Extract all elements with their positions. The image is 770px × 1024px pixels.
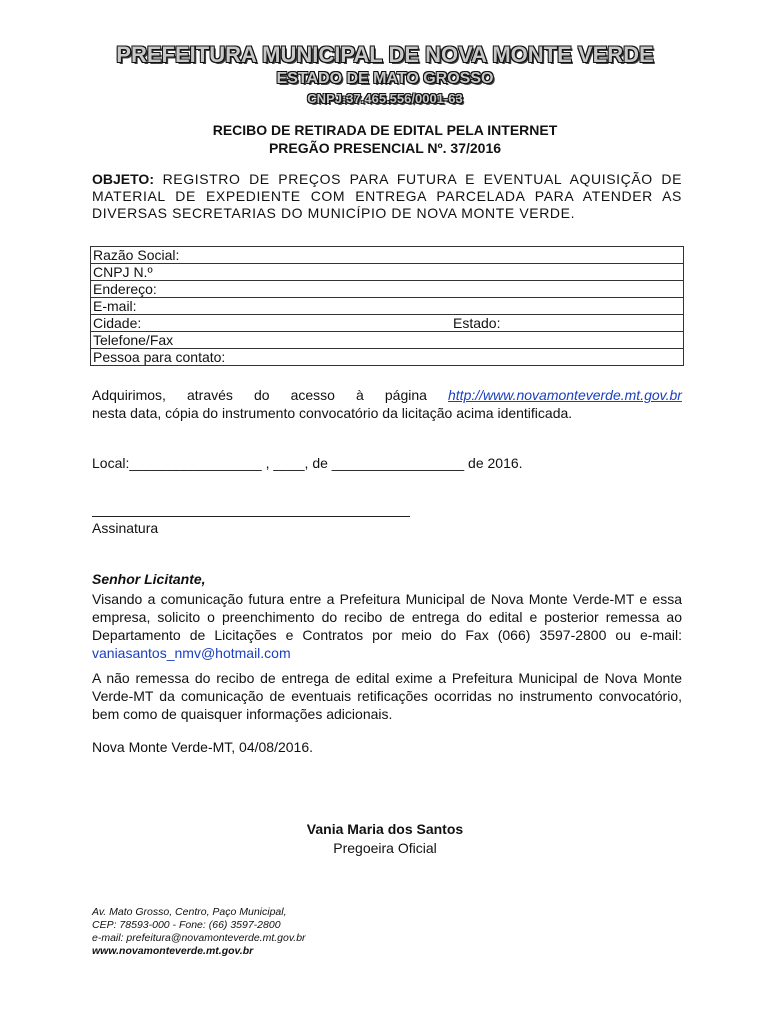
footer-email: e-mail: prefeitura@novamonteverde.mt.gov.br bbox=[92, 932, 306, 944]
footer-address: Av. Mato Grosso, Centro, Paço Municipal, bbox=[92, 906, 287, 918]
objeto-label: OBJETO: bbox=[92, 171, 154, 187]
header-municipality: PREFEITURA MUNICIPAL DE NOVA MONTE VERDE bbox=[116, 42, 654, 67]
acquisition-paragraph bbox=[92, 386, 682, 422]
footer-cep: CEP: 78593-000 - Fone: (66) 3597-2800 bbox=[92, 919, 281, 931]
document-subtitle: PREGÃO PRESENCIAL Nº. 37/2016 bbox=[268, 140, 502, 156]
field-estado: Estado: bbox=[453, 315, 501, 331]
bidder-form-table bbox=[90, 246, 684, 366]
acq-word: página bbox=[384, 387, 427, 403]
objeto-paragraph bbox=[92, 171, 682, 222]
field-email[interactable]: E-mail: bbox=[91, 298, 684, 315]
notice-paragraph bbox=[92, 590, 682, 662]
field-contato[interactable]: Pessoa para contato: bbox=[91, 349, 684, 366]
disclaimer-paragraph: A não remessa do recibo de entrega de edital exime a Prefeitura Municipal de Nova Monte Verde-MT da comunicação de eventuais retificações ocorridas no instrumento convocatório, bem como de quaisquer informações adicionais. bbox=[92, 670, 682, 722]
field-telefone[interactable]: Telefone/Fax bbox=[91, 332, 684, 349]
signatory-role: Pregoeira Oficial bbox=[333, 840, 437, 856]
objeto-text: REGISTRO DE PREÇOS PARA FUTURA E EVENTUAL AQUISIÇÃO DE MATERIAL DE EXPEDIENTE COM ENTREGA PARCELADA PARA ATENDER AS DIVERSAS SECRETARIAS DO MUNICÍPIO DE NOVA MONTE VERDE. bbox=[92, 171, 683, 221]
acq-word: Adquirimos, bbox=[92, 387, 166, 403]
place-date: Nova Monte Verde-MT, 04/08/2016. bbox=[92, 739, 314, 755]
notice-greeting: Senhor Licitante, bbox=[92, 571, 206, 587]
field-razao-social[interactable]: Razão Social: bbox=[91, 247, 684, 264]
field-cidade-estado[interactable] bbox=[91, 315, 684, 332]
footer-website[interactable]: www.novamonteverde.mt.gov.br bbox=[92, 945, 254, 957]
field-cidade: Cidade: bbox=[93, 315, 142, 331]
field-endereco[interactable]: Endereço: bbox=[91, 281, 684, 298]
signatory-name: Vania Maria dos Santos bbox=[306, 821, 464, 837]
signature-line bbox=[92, 516, 410, 517]
local-date-line: Local:_________________ , ____, de _________________ de 2016. bbox=[92, 455, 523, 471]
header-state: ESTADO DE MATO GROSSO bbox=[276, 70, 494, 87]
acq-word: à bbox=[356, 387, 364, 403]
acq-word: do bbox=[253, 387, 270, 403]
acquisition-rest: nesta data, cópia do instrumento convocatório da licitação acima identificada. bbox=[92, 405, 573, 421]
acq-word: acesso bbox=[290, 387, 335, 403]
field-cnpj[interactable]: CNPJ N.º bbox=[91, 264, 684, 281]
signature-label: Assinatura bbox=[92, 520, 159, 536]
document-title: RECIBO DE RETIRADA DE EDITAL PELA INTERNET bbox=[212, 122, 558, 138]
notice-text: Visando a comunicação futura entre a Prefeitura Municipal de Nova Monte Verde-MT e essa empresa, solicito o preenchimento do recibo de entrega do edital e posterior remessa ao Departamento de Licitações e Contratos por meio do Fax (066) 3597-2800 ou e-mail: bbox=[92, 591, 682, 643]
header-cnpj: CNPJ:37.465.556/0001-63 bbox=[307, 91, 463, 106]
acq-word: através bbox=[186, 387, 233, 403]
contact-email-link[interactable]: vaniasantos_nmv@hotmail.com bbox=[92, 645, 291, 661]
footer bbox=[92, 906, 306, 958]
website-link[interactable]: http://www.novamonteverde.mt.gov.br bbox=[448, 387, 682, 403]
